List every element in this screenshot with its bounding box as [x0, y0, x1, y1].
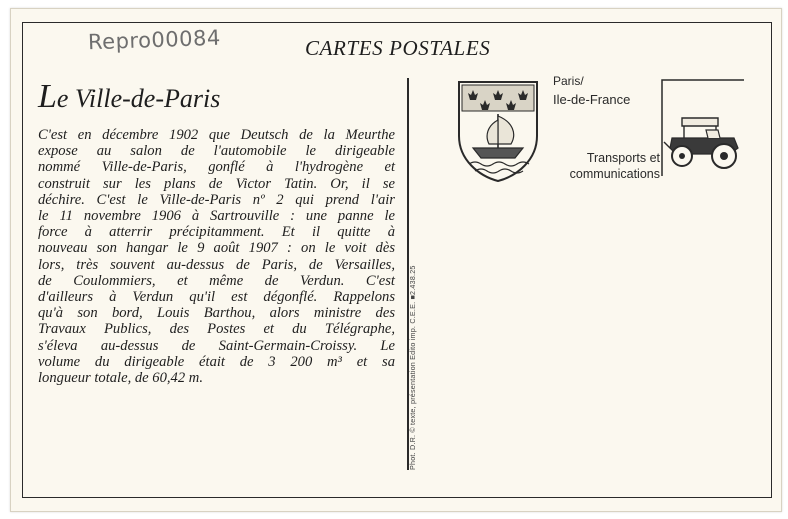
description-line: s'éleva au-dessus de Saint-Germain-Croissy. Le	[38, 337, 395, 354]
description-line: force à atterrir précipitamment. Et il quitte à	[38, 224, 395, 241]
description-line: déchire. C'est le Ville-de-Paris nº 2 qui prend l'air	[38, 191, 395, 208]
postcard-header: CARTES POSTALES	[305, 36, 491, 60]
title-initial: L	[38, 78, 57, 115]
description-line: d'ailleurs à Verdun qu'il est dégonflé. Rappelons	[38, 289, 395, 306]
description-text	[38, 127, 395, 386]
description-line: nommé Ville-de-Paris, gonflé à l'hydrogène et	[38, 159, 395, 176]
description-line: C'est en décembre 1902 que Deutsch de la Meurthe	[38, 127, 395, 143]
description-line: Travaux Publics, des Postes et du Télégraphe,	[38, 321, 395, 338]
title-rest: e Ville-de-Paris	[56, 84, 221, 113]
antique-automobile-icon	[660, 78, 746, 178]
description-line: de Coulommiers, et même de Verdun. C'est	[38, 272, 395, 289]
description-line: qu'à son bord, Louis Barthou, alors ministre des	[38, 305, 395, 322]
description-line: lors, très souvent au-dessus de Paris, de Versailles,	[38, 256, 395, 273]
description-line: expose au salon de l'automobile le dirigeable	[38, 143, 395, 160]
description-line: longueur totale, de 60,42 m.	[38, 370, 203, 387]
handwritten-reference: Repro00084	[87, 25, 222, 55]
postcard-title	[38, 78, 220, 116]
description-line: construit sur les plans de Victor Tatin. Or, il se	[38, 175, 395, 192]
category-line1: Transports et	[586, 151, 660, 165]
category-label	[552, 150, 660, 182]
region-label-line1: Paris/	[553, 74, 584, 88]
paris-coat-of-arms-icon	[453, 78, 543, 183]
region-label-line2: Ile-de-France	[553, 92, 631, 107]
description-line: nouveau son hangar le 9 août 1907 : on le voit dès	[38, 240, 395, 257]
category-line2: communications	[569, 167, 660, 181]
photo-credit: Phot. D.R. © texte, présentation Edito imp. C.E.E. ■2.438.25	[408, 265, 417, 470]
description-line: volume du dirigeable était de 3 200 m³ et sa	[38, 353, 395, 370]
description-line: le 11 novembre 1906 à Sartrouville : une panne le	[38, 208, 395, 225]
